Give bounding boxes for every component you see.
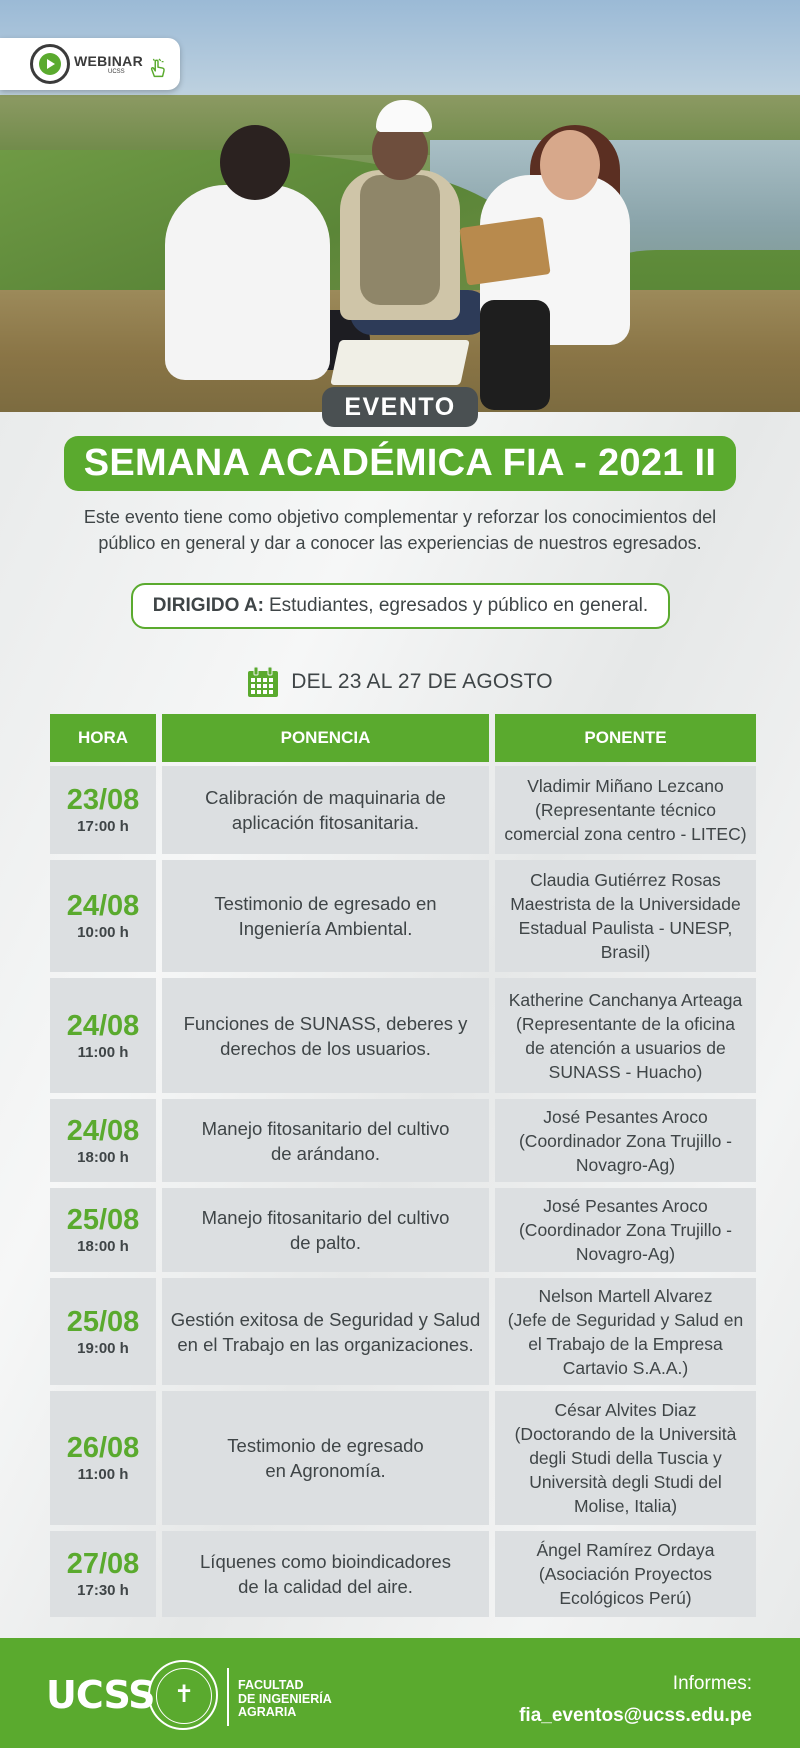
speaker-cell: Vladimir Miñano Lezcano (Representante técnico comercial zona centro - LITEC)	[495, 766, 756, 854]
webinar-ucss-label: UCSS	[108, 68, 125, 75]
university-seal-icon	[148, 1660, 218, 1730]
target-label: DIRIGIDO A:	[152, 595, 264, 616]
event-label: EVENTO	[322, 387, 478, 427]
session-date: 25/08	[66, 1204, 140, 1236]
date-range	[0, 666, 800, 698]
calendar-icon	[247, 666, 279, 698]
faculty-line: AGRARIA	[238, 1705, 297, 1719]
faculty-name	[238, 1679, 332, 1720]
talk-cell: Testimonio de egresado en Ingeniería Ambiental.	[162, 860, 489, 972]
speaker-cell: Claudia Gutiérrez Rosas Maestrista de la Universidade Estadual Paulista - UNESP, Brasil)	[495, 860, 756, 972]
webinar-badge	[0, 38, 180, 90]
table-row	[50, 978, 756, 1093]
hora-cell	[50, 860, 156, 972]
date-range-text: DEL 23 AL 27 DE AGOSTO	[291, 670, 553, 693]
hora-cell	[50, 766, 156, 854]
speaker-cell: Nelson Martell Alvarez (Jefe de Seguridad y Salud en el Trabajo de la Empresa Cartavio S.A.A.)	[495, 1278, 756, 1385]
talk-cell: Manejo fitosanitario del cultivo de palto.	[162, 1188, 489, 1272]
speaker-cell: José Pesantes Aroco (Coordinador Zona Trujillo - Novagro-Ag)	[495, 1099, 756, 1182]
session-date: 24/08	[66, 890, 140, 922]
speaker-cell: César Alvites Diaz (Doctorando de la Università degli Studi della Tuscia y Università degli Studi del Molise, Italia)	[495, 1391, 756, 1525]
speaker-cell: José Pesantes Aroco (Coordinador Zona Trujillo - Novagro-Ag)	[495, 1188, 756, 1272]
hora-cell	[50, 1391, 156, 1525]
talk-cell: Funciones de SUNASS, deberes y derechos de los usuarios.	[162, 978, 489, 1093]
contact-email[interactable]: fia_eventos@ucss.edu.pe	[519, 1705, 752, 1726]
session-time: 17:00 h	[77, 818, 129, 835]
table-row	[50, 1188, 756, 1272]
hora-cell	[50, 1188, 156, 1272]
table-header	[50, 714, 756, 762]
header-hora: HORA	[50, 714, 156, 762]
headset-play-icon	[30, 44, 70, 84]
session-date: 23/08	[66, 784, 140, 816]
table-row	[50, 860, 756, 972]
speaker-cell: Katherine Canchanya Arteaga (Representante de la oficina de atención a usuarios de SUNASS - Huacho)	[495, 978, 756, 1093]
schedule-table	[50, 714, 756, 1623]
target-audience-box	[131, 583, 670, 629]
header-ponencia: PONENCIA	[162, 714, 489, 762]
talk-cell: Gestión exitosa de Seguridad y Salud en el Trabajo en las organizaciones.	[162, 1278, 489, 1385]
session-date: 25/08	[66, 1305, 140, 1338]
pointer-hand-icon	[147, 58, 169, 80]
ucss-logo: UCSS	[46, 1673, 155, 1717]
faculty-line: FACULTAD	[238, 1678, 304, 1692]
informes-label: Informes:	[672, 1673, 752, 1694]
talk-cell: Manejo fitosanitario del cultivo de arándano.	[162, 1099, 489, 1182]
session-time: 19:00 h	[77, 1339, 129, 1357]
footer-divider	[227, 1668, 229, 1726]
event-description	[70, 504, 730, 556]
talk-cell: Testimonio de egresado en Agronomía.	[162, 1391, 489, 1525]
contact-info	[519, 1671, 752, 1731]
webinar-label: WEBINAR	[74, 52, 143, 69]
session-time: 17:30 h	[77, 1582, 129, 1599]
header-ponente: PONENTE	[495, 714, 756, 762]
footer	[0, 1638, 800, 1748]
faculty-line: DE INGENIERÍA	[238, 1691, 332, 1706]
target-value: Estudiantes, egresados y público en general.	[268, 595, 649, 616]
session-date: 26/08	[66, 1432, 140, 1464]
hora-cell	[50, 1531, 156, 1617]
speaker-cell: Ángel Ramírez Ordaya (Asociación Proyectos Ecológicos Perú)	[495, 1531, 756, 1617]
page-title: SEMANA ACADÉMICA FIA - 2021 II	[64, 436, 736, 491]
table-row	[50, 1099, 756, 1182]
description-line: Este evento tiene como objetivo complementar y reforzar los conocimientos del	[83, 507, 717, 527]
talk-cell: Líquenes como bioindicadores de la calidad del aire.	[162, 1531, 489, 1617]
table-row	[50, 1391, 756, 1525]
session-time: 18:00 h	[77, 1238, 129, 1255]
talk-cell: Calibración de maquinaria de aplicación fitosanitaria.	[162, 766, 489, 854]
hora-cell	[50, 1099, 156, 1182]
session-date: 24/08	[66, 1114, 140, 1147]
hora-cell	[50, 1278, 156, 1385]
session-date: 27/08	[66, 1548, 140, 1580]
table-row	[50, 1278, 756, 1385]
session-time: 11:00 h	[77, 1466, 129, 1483]
table-row	[50, 766, 756, 854]
hora-cell	[50, 978, 156, 1093]
session-date: 24/08	[66, 1009, 140, 1042]
session-time: 18:00 h	[77, 1148, 129, 1166]
session-time: 11:00 h	[77, 1043, 129, 1061]
description-line: público en general y dar a conocer las experiencias de nuestros egresados.	[98, 533, 702, 553]
session-time: 10:00 h	[77, 924, 129, 941]
table-row	[50, 1531, 756, 1617]
